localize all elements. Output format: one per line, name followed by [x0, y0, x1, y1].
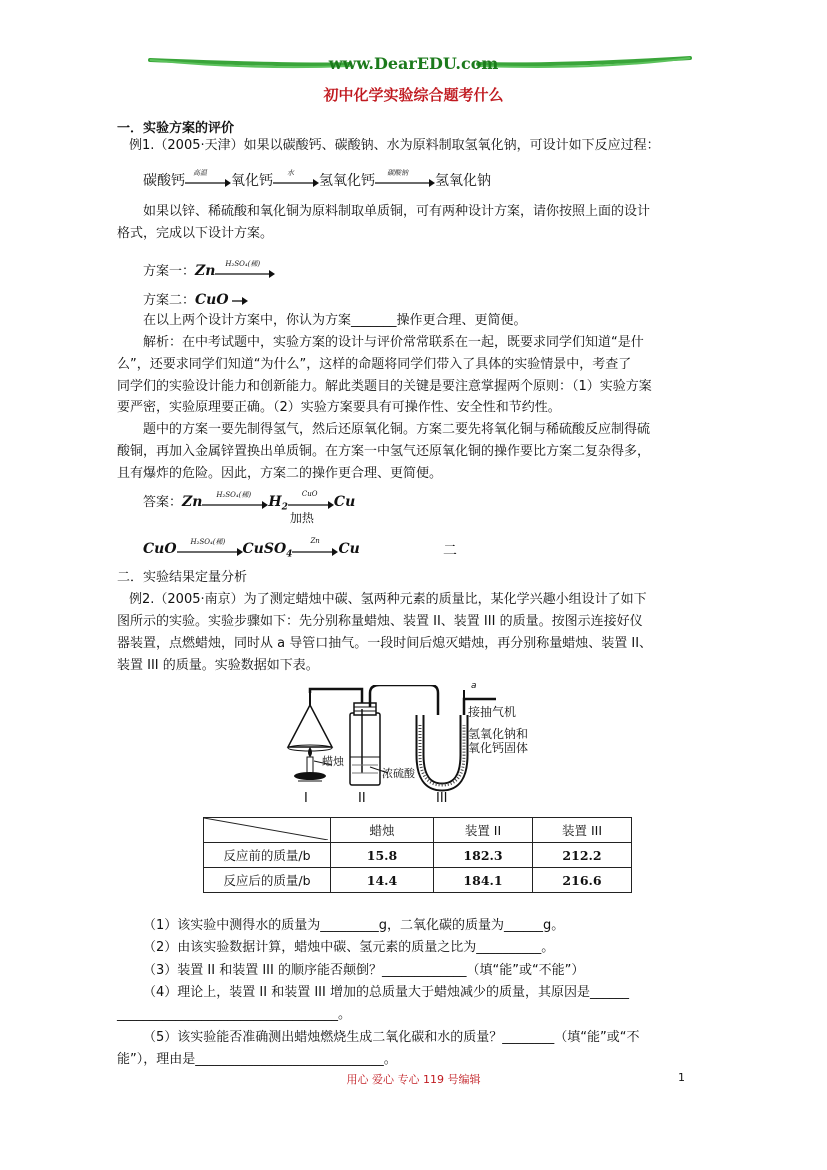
diagonal-line: [204, 818, 328, 840]
answer-1-product: Cu: [333, 494, 356, 510]
label-roman: III: [436, 791, 448, 806]
analysis-line: 酸铜，再加入金属锌置换出单质铜。在方案一中氢气还原氧化铜的操作要比方案二复杂得多，: [117, 444, 651, 459]
arrow-icon: [375, 176, 435, 190]
arrow-condition-bottom: 加热: [289, 510, 314, 525]
question-line: 能”），理由是_____________________________。: [117, 1052, 397, 1067]
site-name[interactable]: www.DearEDU.com: [328, 54, 499, 73]
page-number: 1: [678, 1071, 685, 1084]
analysis-line: 且有爆炸的危险。因此，方案二的操作更合理、更简便。: [117, 466, 443, 481]
arrow-condition: H₂SO₄(稀): [225, 259, 261, 268]
label-acid: 浓硫酸: [382, 767, 415, 780]
table-cell: 216.6: [533, 868, 632, 893]
label-a: a: [471, 681, 477, 691]
page-title: 初中化学实验综合题考什么: [323, 86, 504, 104]
intro-line: 器装置，点燃蜡烛，同时从 a 导管口抽气。一段时间后熄灭蜡烛，再分别称量蜡烛、装置 II、: [117, 636, 653, 651]
question-line-2: 格式，完成以下设计方案。: [117, 226, 274, 241]
arrow-icon: [292, 545, 338, 559]
analysis-line: 么”，还要求同学们知道“为什么”，这样的命题将同学们带入了具体的实验情景中，考查了: [117, 357, 632, 372]
table-cell: 14.4: [331, 868, 434, 893]
arrow-icon: [202, 498, 268, 512]
table-row: [204, 868, 632, 893]
table-cell: 212.2: [533, 843, 632, 868]
label-pump: 接抽气机: [468, 705, 517, 719]
question-line: （1）该实验中测得水的质量为_________g，二氧化碳的质量为______g。: [143, 918, 565, 933]
plan-1-label: 方案一：: [143, 264, 196, 279]
arrow-icon: [185, 176, 231, 190]
subscript: 4: [286, 549, 293, 560]
label-solid: 氢氧化钠和: [468, 727, 529, 741]
footer-text: 用心 爱心 专心 119 号编辑: [346, 1073, 481, 1086]
analysis-line: 同学们的实验设计能力和创新能力。解此类题目的关键是要注意掌握两个原则：（1）实验方案: [117, 379, 652, 394]
label-candle: 蜡烛: [322, 755, 344, 768]
analysis-line: 解析：在中考试题中，实验方案的设计与评价常常联系在一起，既要求同学们知道“是什: [143, 335, 644, 350]
row-label: 反应前的质量/b: [204, 843, 331, 868]
answer-2-reactant: CuO: [143, 541, 177, 557]
arrow-icon: [215, 267, 275, 281]
answer-1: [143, 489, 356, 525]
subscript: 2: [281, 502, 288, 513]
question-line-1: 如果以锌、稀硫酸和氧化铜为原料制取单质铜，可有两种设计方案，请你按照上面的设计: [143, 204, 651, 219]
arrow-condition: H₂SO₄(稀): [216, 490, 252, 499]
plan-1: [143, 260, 275, 279]
section-heading-1: 一．实验方案的评价: [117, 121, 235, 136]
table-corner-cell: [204, 818, 331, 843]
chain-item: 氢氧化钠: [435, 173, 491, 189]
intro-line: 例2.（2005·南京）为了测定蜡烛中碳、氢两种元素的质量比，某化学兴趣小组设计了如下: [129, 592, 647, 607]
chain-item: 氢氧化钙: [319, 173, 375, 189]
question-line: __________________________________。: [117, 1007, 352, 1022]
answer-1-reactant: Zn: [182, 494, 203, 510]
section-heading-2: 二．实验结果定量分析: [117, 570, 248, 585]
table-header: 装置 II: [434, 818, 533, 843]
arrow-icon: [273, 176, 319, 190]
data-table: [203, 817, 632, 893]
plan-2: [143, 289, 248, 308]
table-header: 装置 III: [533, 818, 632, 843]
arrow-condition: CuO: [301, 489, 318, 498]
intro-line: 图所示的实验。实验步骤如下：先分别称量蜡烛、装置 II、装置 III 的质量。按图示连接好仪: [117, 614, 643, 629]
label-roman: II: [358, 791, 366, 806]
question-line: （3）装置 II 和装置 III 的顺序能否颠倒？_____________（填“能”或“不能”）: [143, 963, 585, 978]
reaction-chain: [143, 170, 491, 190]
analysis-line: 题中的方案一要先制得氢气，然后还原氧化铜。方案二要先将氧化铜与稀硫酸反应制得硫: [143, 422, 651, 437]
plan-1-formula: Zn: [195, 263, 216, 279]
analysis-line: 要严密，实验原理要正确。（2）实验方案要具有可操作性、安全性和节约性。: [117, 400, 561, 415]
intro-line: 装置 III 的质量。实验数据如下表。: [117, 658, 319, 673]
answer-choice: 二: [443, 543, 457, 559]
apparatus-figure: [270, 681, 550, 810]
arrow-condition: H₂SO₄(稀): [190, 537, 226, 546]
arrow-condition: 水: [287, 169, 294, 177]
table-cell: 15.8: [331, 843, 434, 868]
answer-1-intermediate: H: [268, 494, 282, 510]
chain-item: 碳酸钙: [143, 173, 185, 189]
chain-item: 氧化钙: [231, 173, 273, 189]
arrow-condition: Zn: [310, 536, 320, 545]
table-header: 蜡烛: [331, 818, 434, 843]
table-cell: 184.1: [434, 868, 533, 893]
question-line: （2）由该实验数据计算，蜡烛中碳、氢元素的质量之比为__________。: [143, 940, 555, 955]
row-label: 反应后的质量/b: [204, 868, 331, 893]
label-solid: 氧化钙固体: [468, 741, 529, 755]
plan-2-label: 方案二：: [143, 293, 196, 308]
label-roman: I: [304, 791, 308, 806]
which-plan-question: 在以上两个设计方案中，你认为方案_______操作更合理、更简便。: [143, 313, 527, 328]
arrow-icon: [177, 545, 243, 559]
table-cell: 182.3: [434, 843, 533, 868]
arrow-icon: [232, 295, 248, 307]
answer-2-product: Cu: [338, 541, 360, 557]
question-line: （4）理论上，装置 II 和装置 III 增加的总质量大于蜡烛减少的质量，其原因是______: [143, 985, 629, 1000]
example-1-intro: 例1.（2005·天津）如果以碳酸钙、碳酸钠、水为原料制取氢氧化钠，可设计如下反应过程：: [129, 138, 660, 153]
answer-label: 答案：: [143, 495, 183, 510]
table-row: [204, 843, 632, 868]
plan-2-formula: CuO: [195, 292, 229, 308]
arrow-condition: 碳酸钠: [387, 169, 408, 177]
arrow-condition: 高温: [193, 169, 207, 177]
question-line: （5）该实验能否准确测出蜡烛燃烧生成二氧化碳和水的质量？________（填“能”或“不: [143, 1030, 640, 1045]
answer-2-intermediate: CuSO: [242, 541, 287, 557]
table-header-row: [204, 818, 632, 843]
answer-2: [143, 536, 360, 560]
